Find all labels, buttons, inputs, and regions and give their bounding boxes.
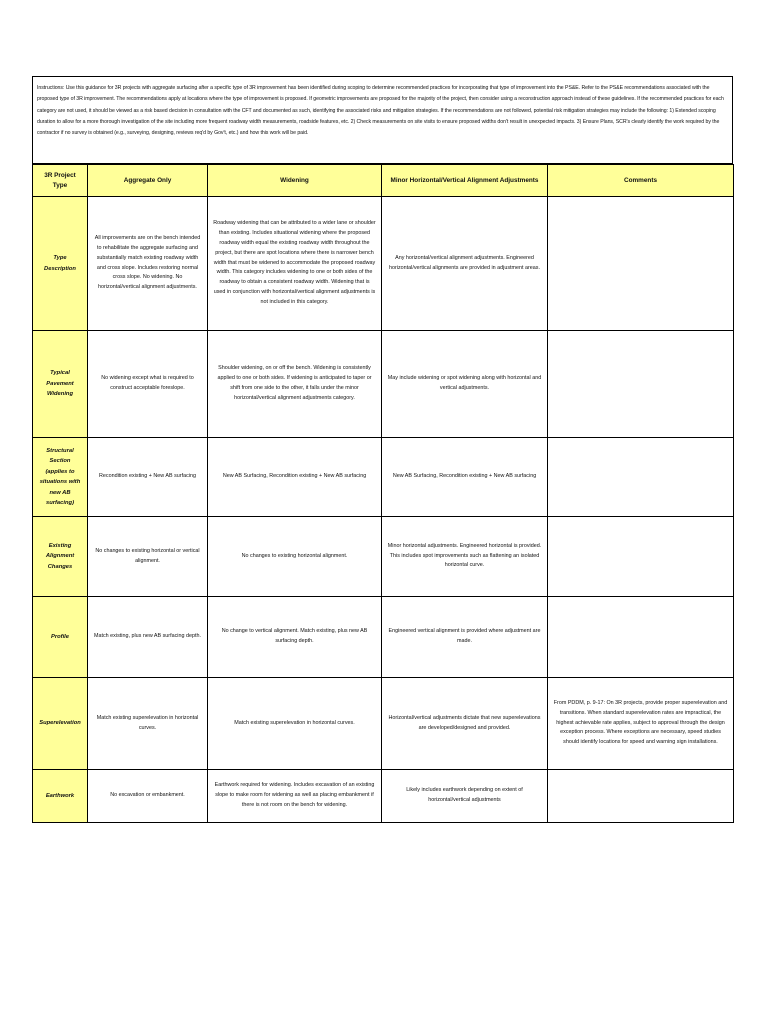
cell-widening: New AB Surfacing, Recondition existing + New AB surfacing <box>208 438 382 517</box>
cell-comments <box>548 331 734 438</box>
cell-aggregate: Match existing superelevation in horizontal curves. <box>88 678 208 770</box>
header-comments: Comments <box>548 165 734 197</box>
table-row <box>33 678 734 770</box>
table-row <box>33 597 734 678</box>
cell-aggregate: Match existing, plus new AB surfacing depth. <box>88 597 208 678</box>
cell-comments <box>548 438 734 517</box>
header-aggregate-only: Aggregate Only <box>88 165 208 197</box>
header-widening: Widening <box>208 165 382 197</box>
cell-comments <box>548 597 734 678</box>
cell-aggregate: No excavation or embankment. <box>88 770 208 823</box>
cell-widening: Shoulder widening, on or off the bench. Widening is consistently applied to one or both sides. If widening is anticipated to taper or shift from one side to the other, it falls under the minor horizontal/vertical alignment adjustments category. <box>208 331 382 438</box>
cell-aggregate: No changes to existing horizontal or vertical alignment. <box>88 517 208 597</box>
row-label: Profile <box>33 597 88 678</box>
cell-minor: Any horizontal/vertical alignment adjustments. Engineered horizontal/vertical alignments are provided in adjustment areas. <box>382 197 548 331</box>
table-row <box>33 197 734 331</box>
row-label: Structural Section (applies to situations with new AB surfacing) <box>33 438 88 517</box>
cell-minor: New AB Surfacing, Recondition existing + New AB surfacing <box>382 438 548 517</box>
table-row <box>33 331 734 438</box>
cell-minor: Horizontal/vertical adjustments dictate that new superelevations are developed/designed and provided. <box>382 678 548 770</box>
cell-widening: No change to vertical alignment. Match existing, plus new AB surfacing depth. <box>208 597 382 678</box>
instructions-text: Instructions: Use this guidance for 3R projects with aggregate surfacing after a specific type of 3R improvement has been identified during scoping to determine recommended practices for incorporating that type of improvement into the PS&E. Refer to the PS&E recommendations associated with the proposed type of 3R improvement. The recommendations apply at locations where the type of improvement is proposed. If geometric improvements are proposed for the majority of the project, then consider using a reconstruction approach instead of these guidelines. If the recommended practices for each category are not used, it should be viewed as a risk based decision in consultation with the CFT and documented as such, identifying the associated risks and mitigation strategies. If the recommendations are not followed, potential risk mitigation strategies may include the following: 1) Extended scoping duration to allow for a more thorough investigation of the site including more frequent roadway width measurements, roadside features, etc. 2) Check measurements on site visits to ensure proposed widths don't result in unexpected impacts. 3) Ensure Plans, SCR's clearly identify the work required by the contractor if no survey is obtained (e.g., surveying, designing, reviews req'd by Gov't, etc.) and how this work will be paid. <box>32 76 733 164</box>
cell-comments: From PDDM, p. 9-17: On 3R projects, provide proper superelevation and transitions. When standard superelevation rates are impractical, the highest achievable rate applies, subject to approval through the design exception process. Where exceptions are necessary, speed studies should identify locations for speed and warning sign installations. <box>548 678 734 770</box>
cell-minor: May include widening or spot widening along with horizontal and vertical adjustments. <box>382 331 548 438</box>
cell-widening: Roadway widening that can be attributed to a wider lane or shoulder than existing. Includes situational widening where the proposed roadway width equal the existing roadway width throughout the project, but there are spot locations where there is narrower bench width that must be widened to accommodate the proposed roadway width. This category includes widening to one or both sides of the roadway to obtain a consistent roadway width. Widening that is used in conjunction with horizontal/vertical alignment adjustments is not included in this category. <box>208 197 382 331</box>
row-label: Earthwork <box>33 770 88 823</box>
table-row <box>33 770 734 823</box>
guidance-table <box>32 164 734 823</box>
cell-aggregate: Recondition existing + New AB surfacing <box>88 438 208 517</box>
row-label: Existing Alignment Changes <box>33 517 88 597</box>
cell-widening: No changes to existing horizontal alignment. <box>208 517 382 597</box>
cell-aggregate: No widening except what is required to construct acceptable foreslope. <box>88 331 208 438</box>
cell-comments <box>548 770 734 823</box>
table-row <box>33 517 734 597</box>
cell-aggregate: All improvements are on the bench intended to rehabilitate the aggregate surfacing and substantially match existing roadway width and cross slope. Includes restoring normal cross slope. No widening. No horizontal/vertical alignment adjustments. <box>88 197 208 331</box>
cell-widening: Match existing superelevation in horizontal curves. <box>208 678 382 770</box>
header-project-type: 3R Project Type <box>33 165 88 197</box>
cell-comments <box>548 517 734 597</box>
cell-minor: Minor horizontal adjustments. Engineered horizontal is provided. This includes spot improvements such as flattening an isolated horizontal curve. <box>382 517 548 597</box>
row-label: Typical Pavement Widening <box>33 331 88 438</box>
row-label: Type Description <box>33 197 88 331</box>
row-label: Superelevation <box>33 678 88 770</box>
header-row <box>33 165 734 197</box>
cell-widening: Earthwork required for widening. Includes excavation of an existing slope to make room for widening as well as placing embankment if there is not room on the bench for widening. <box>208 770 382 823</box>
cell-minor: Engineered vertical alignment is provided where adjustment are made. <box>382 597 548 678</box>
guidance-sheet <box>32 76 733 823</box>
cell-minor: Likely includes earthwork depending on extent of horizontal/vertical adjustments <box>382 770 548 823</box>
header-minor-adjustments: Minor Horizontal/Vertical Alignment Adjustments <box>382 165 548 197</box>
cell-comments <box>548 197 734 331</box>
table-row <box>33 438 734 517</box>
